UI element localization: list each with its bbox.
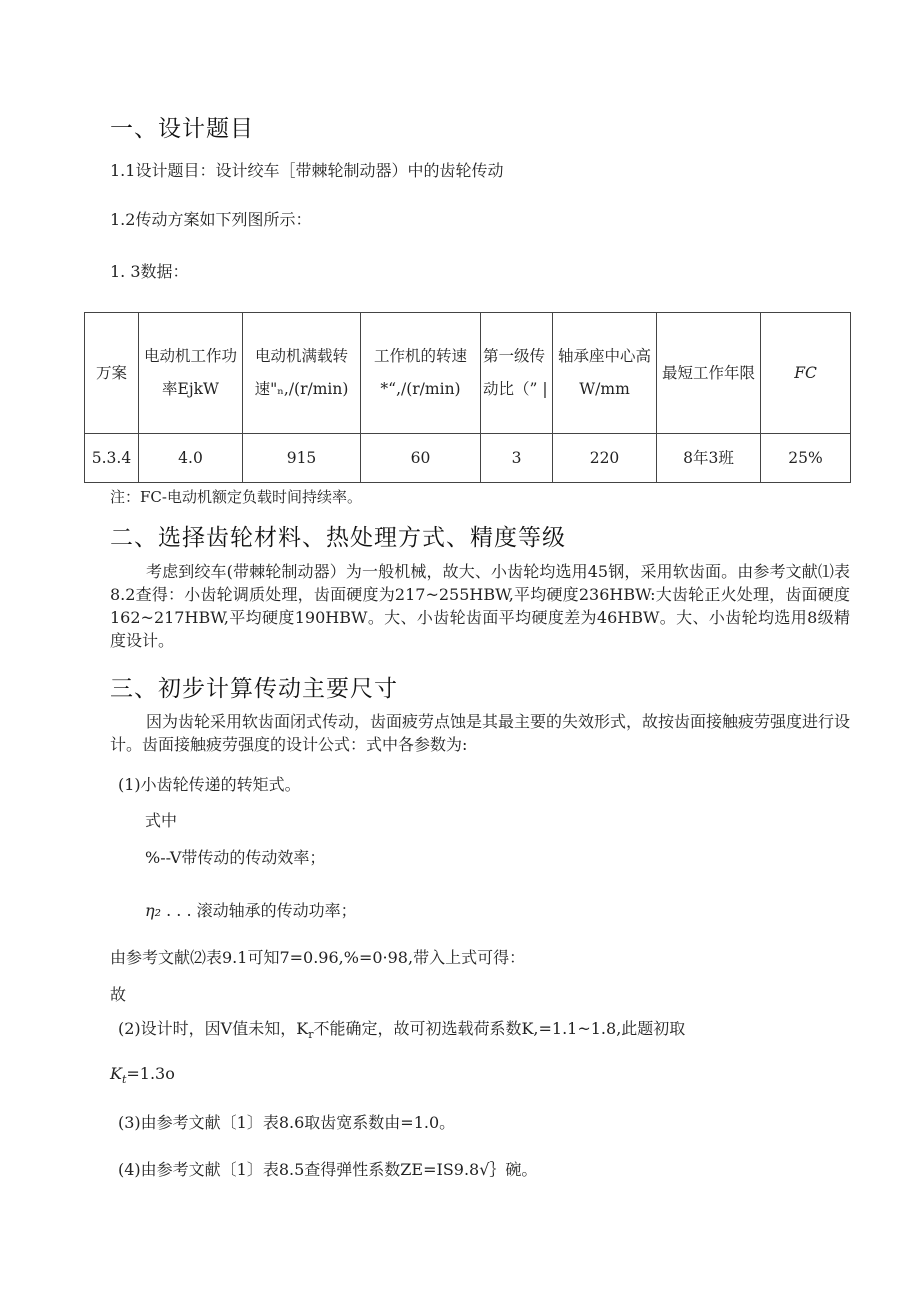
table-note: 注：FC-电动机额定负载时间持续率。 xyxy=(110,488,362,506)
item-1-torque: (1)小齿轮传递的转矩式。 xyxy=(118,775,301,794)
material-paragraph: 考虑到绞车(带棘轮制动器）为一般机械，故大、小齿轮均选用45钢，采用软齿面。由参考文献⑴表8.2查得：小齿轮调质处理，齿面硬度为217~255HBW,平均硬度236HBW:大齿轮正火处理，齿面硬度162~217HBW,平均硬度190HBW。大、小齿轮齿面平均硬度差为46HBW。大、小齿轮均选用8级精度设计。 xyxy=(110,562,850,650)
kt-subscript: t xyxy=(121,1073,127,1087)
table-header-row xyxy=(85,313,851,434)
item-2-subscript: r xyxy=(308,1028,314,1042)
header-fc: FC xyxy=(761,313,851,434)
therefore-label: 故 xyxy=(110,985,127,1004)
cell-bearing-height: 220 xyxy=(553,434,657,483)
cell-motor-power: 4.0 xyxy=(139,434,243,483)
item-2-load-factor xyxy=(118,1016,685,1041)
section-2-heading: 二、选择齿轮材料、热处理方式、精度等级 xyxy=(110,525,566,551)
section-1-heading: 一、设计题目 xyxy=(110,116,254,142)
item-4-elastic-coefficient: (4)由参考文献〔1〕表8.5查得弹性系数ZE=IS9.8√｝碗。 xyxy=(118,1160,538,1179)
cell-machine-speed: 60 xyxy=(361,434,481,483)
kt-value-line xyxy=(110,1064,175,1086)
section-3-heading: 三、初步计算传动主要尺寸 xyxy=(110,676,398,702)
formula-where-label: 式中 xyxy=(145,811,178,830)
table-row xyxy=(85,434,851,483)
item-3-face-width: (3)由参考文献〔1〕表8.6取齿宽系数由=1.0。 xyxy=(118,1113,456,1132)
cell-motor-speed: 915 xyxy=(243,434,361,483)
transmission-scheme-line: 1.2传动方案如下列图所示： xyxy=(110,210,312,229)
bearing-efficiency-text: . . . 滚动轴承的传动功率； xyxy=(166,901,357,920)
header-motor-speed: 电动机满载转速"ₙ,/(r/min) xyxy=(243,313,361,434)
parameter-table xyxy=(84,312,851,483)
header-motor-power: 电动机工作功率EjkW xyxy=(139,313,243,434)
item-2-text-a: (2)设计时，因V值未知，K xyxy=(118,1019,309,1038)
kt-value: =1.3o xyxy=(126,1064,175,1083)
design-intro-paragraph: 因为齿轮采用软齿面闭式传动，齿面疲劳点蚀是其最主要的失效形式，故按齿面接触疲劳强度进行设计。齿面接触疲劳强度的设计公式：式中各参数为: xyxy=(110,712,851,754)
data-label-line: 1. 3数据： xyxy=(110,262,189,281)
item-2-text-b: 不能确定，故可初选载荷系数K,=1.1~1.8,此题初取 xyxy=(313,1019,686,1038)
bearing-efficiency-line xyxy=(145,898,357,921)
eta-2-symbol: η₂ xyxy=(145,901,161,920)
header-bearing-height: 轴承座中心高W/mm xyxy=(553,313,657,434)
cell-fc: 25% xyxy=(761,434,851,483)
header-service-life: 最短工作年限 xyxy=(657,313,761,434)
design-topic-line: 1.1设计题目：设计绞车［带棘轮制动器）中的齿轮传动 xyxy=(110,161,504,180)
header-scheme: 万案 xyxy=(85,313,139,434)
header-machine-speed: 工作机的转速*“,/(r/min) xyxy=(361,313,481,434)
cell-scheme: 5.3.4 xyxy=(85,434,139,483)
reference-line: 由参考文献⑵表9.1可知7=0.96,%=0·98,带入上式可得： xyxy=(110,948,526,967)
cell-ratio: 3 xyxy=(481,434,553,483)
header-first-stage-ratio: 第一级传动比（” | xyxy=(481,313,553,434)
belt-efficiency-line: %--V带传动的传动效率； xyxy=(145,848,326,867)
cell-service-life: 8年3班 xyxy=(657,434,761,483)
kt-symbol: K xyxy=(110,1064,122,1083)
